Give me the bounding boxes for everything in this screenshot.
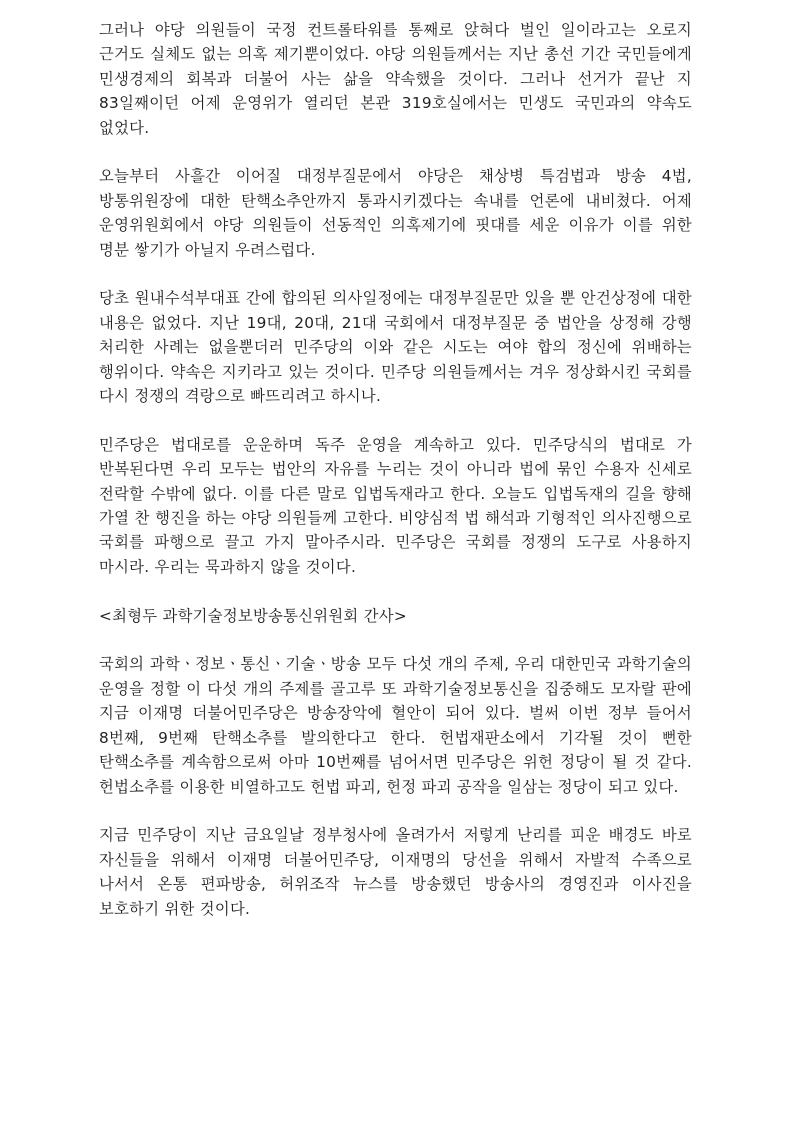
paragraph-interpellation-plan: 오늘부터 사흘간 이어질 대정부질문에서 야당은 채상병 특검법과 방송 4법, 방통위원장에 대한 탄핵소추안까지 통과시키겠다는 속내를 언론에 내비쳤다. 어제 운영위원회에서 야당 의원들이 선동적인 의혹제기에 핏대를 세운 이유가 이를 위한 명분 쌓기가 아닐지 우려스럽다. — [99, 167, 692, 259]
paragraph-science-committee: 국회의 과학ㆍ정보ㆍ통신ㆍ기술ㆍ방송 모두 다섯 개의 주제, 우리 대한민국 과학기술의 운영을 정할 이 다섯 개의 주제를 골고루 또 과학기술정보통신을 집중해도 모자랄 판에 지금 이재명 더불어민주당은 방송장악에 혈안이 되어 있다. 벌써 이번 정부 들어서 8번째, 9번째 탄핵소추를 발의한다고 한다. 헌법재판소에서 기각될 것이 뻔한 탄핵소추를 계속함으로써 아마 10번째를 넘어서면 민주당은 위헌 정당이 될 것 같다. 헌법소추를 이용한 비열하고도 헌법 파괴, 헌정 파괴 공작을 일삼는 정당이 되고 있다. — [99, 655, 692, 796]
paragraph-government-complex: 지금 민주당이 지난 금요일날 정부청사에 올려가서 저렇게 난리를 피운 배경도 바로 자신들을 위해서 이재명 더불어민주당, 이재명의 당선을 위해서 자발적 수족으로 나서서 온통 편파방송, 허위조작 뉴스를 방송했던 방송사의 경영진과 이사진을 보호하기 위한 것이다. — [99, 826, 692, 918]
document-page — [99, 18, 692, 945]
paragraph-legislative-dictatorship: 민주당은 법대로를 운운하며 독주 운영을 계속하고 있다. 민주당식의 법대로 가 반복된다면 우리 모두는 법안의 자유를 누리는 것이 아니라 법에 묶인 수용자 신세로 전락할 수밖에 없다. 이를 다른 말로 입법독재라고 한다. 오늘도 입법독재의 길을 향해 가열 찬 행진을 하는 야당 의원들께 고한다. 비양심적 법 해석과 기형적인 의사진행으로 국회를 파행으로 끌고 가지 말아주시라. 민주당은 국회를 정쟁의 도구로 사용하지 마시라. 우리는 묵과하지 않을 것이다. — [99, 435, 692, 576]
section-heading: <최형두 과학기술정보방송통신위원회 간사> — [99, 606, 407, 625]
paragraph-agreed-schedule: 당초 원내수석부대표 간에 합의된 의사일정에는 대정부질문만 있을 뿐 안건상정에 대한 내용은 없었다. 지난 19대, 20대, 21대 국회에서 대정부질문 중 법안을 상정해 강행 처리한 사례는 없을뿐더러 민주당의 이와 같은 시도는 여야 합의 정신에 위배하는 행위이다. 약속은 지키라고 있는 것이다. 민주당 의원들께서는 겨우 정상화시킨 국회를 다시 정쟁의 격랑으로 빠뜨리려고 하시나. — [99, 289, 692, 406]
paragraph-opposition-allegations: 그러나 야당 의원들이 국정 컨트롤타워를 통째로 앉혀다 벌인 일이라고는 오로지 근거도 실체도 없는 의혹 제기뿐이었다. 야당 의원들께서는 지난 총선 기간 국민들에게 민생경제의 회복과 더불어 사는 삶을 약속했을 것이다. 그러나 선거가 끝난 지 83일째이던 어제 운영위가 열리던 본관 319호실에서는 민생도 국민과의 약속도 없었다. — [99, 21, 692, 137]
